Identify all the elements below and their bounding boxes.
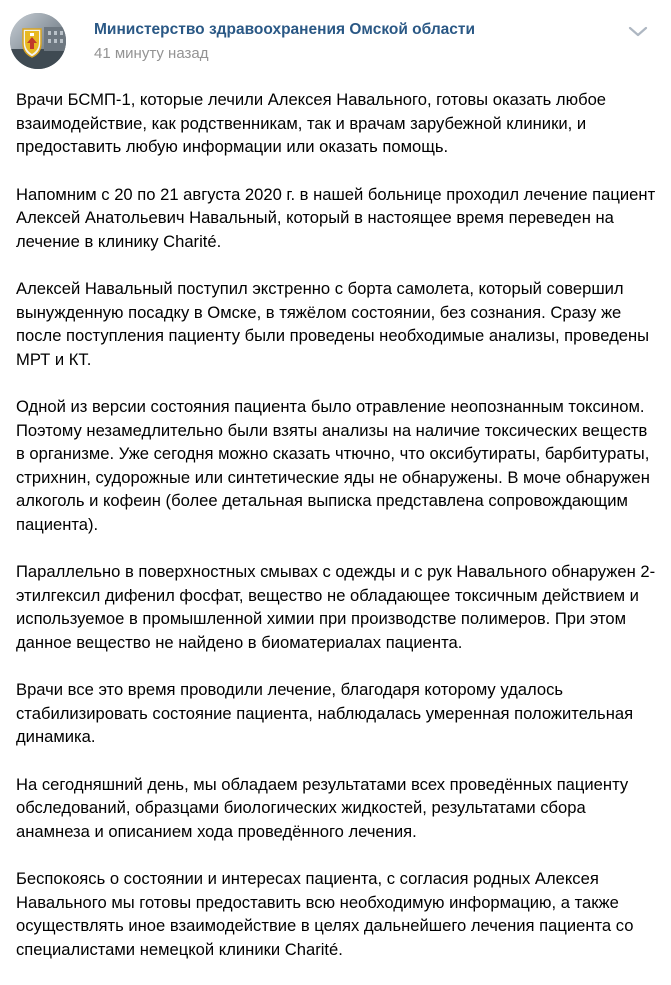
- post-paragraph: Параллельно в поверхностных смывах с одежды и с рук Навального обнаружен 2- этилгексил дифенил фосфат, вещество не обладающее токсичным действием и используемое в промышленной химии при производстве полимеров. При этом данное вещество не найдено в биоматериалах пациента.: [16, 562, 656, 652]
- post-paragraph: Врачи все это время проводили лечение, благодаря которому удалось стабилизировать состояние пациента, наблюдалась умеренная положительная динамика.: [16, 680, 634, 746]
- avatar[interactable]: [10, 13, 66, 69]
- author-name-link[interactable]: Министерство здравоохранения Омской области: [94, 21, 476, 38]
- post-paragraph: На сегодняшний день, мы обладаем результатами всех проведённых пациенту обследований, образцами биологических жидкостей, результатами сбора анамнеза и описанием хода проведённого лечения.: [16, 774, 629, 841]
- chevron-down-icon[interactable]: [626, 22, 650, 42]
- post-time[interactable]: 41 минуту назад: [94, 45, 209, 62]
- post-paragraph: Одной из версии состояния пациента было отравление неопознанным токсином. Поэтому незамедлительно были взяты анализы на наличие токсических веществ в организме. Уже сегодня можно сказать чтючно, что оксибутираты, барбитураты, стрихнин, судорожные или синтетические яды не обнаружены. В моче обнаружен алкоголь и кофеин (более детальная выписка представлена сопровождающим пациента).: [16, 397, 650, 534]
- post-text: [16, 88, 656, 985]
- post-paragraph: Врачи БСМП-1, которые лечили Алексея Навального, готовы оказать любое взаимодействие, как родственникам, так и врачам зарубежной клиники, и предоставить любую информации или оказать помощь.: [16, 90, 607, 156]
- post-paragraph: Беспокоясь о состоянии и интересах пациента, с согласия родных Алексея Навального мы готовы предоставить всю необходимую информацию, а также осуществлять иное взаимодействие в целях дальнейшего лечения пациента со специалистами немецкой клиники Charité.: [16, 869, 634, 959]
- post-header: [0, 0, 671, 78]
- post-paragraph: Напомним с 20 по 21 августа 2020 г. в нашей больнице проходил лечение пациент Алексей Анатольевич Навальный, который в настоящее время переведен на лечение в клинику Charité.: [16, 184, 656, 251]
- post-paragraph: Алексей Навальный поступил экстренно с борта самолета, который совершил вынужденную посадку в Омске, в тяжёлом состоянии, без сознания. Сразу же после поступления пациенту были проведены необходимые анализы, проведены МРТ и КТ.: [16, 279, 650, 369]
- coat-of-arms-icon: [10, 13, 66, 69]
